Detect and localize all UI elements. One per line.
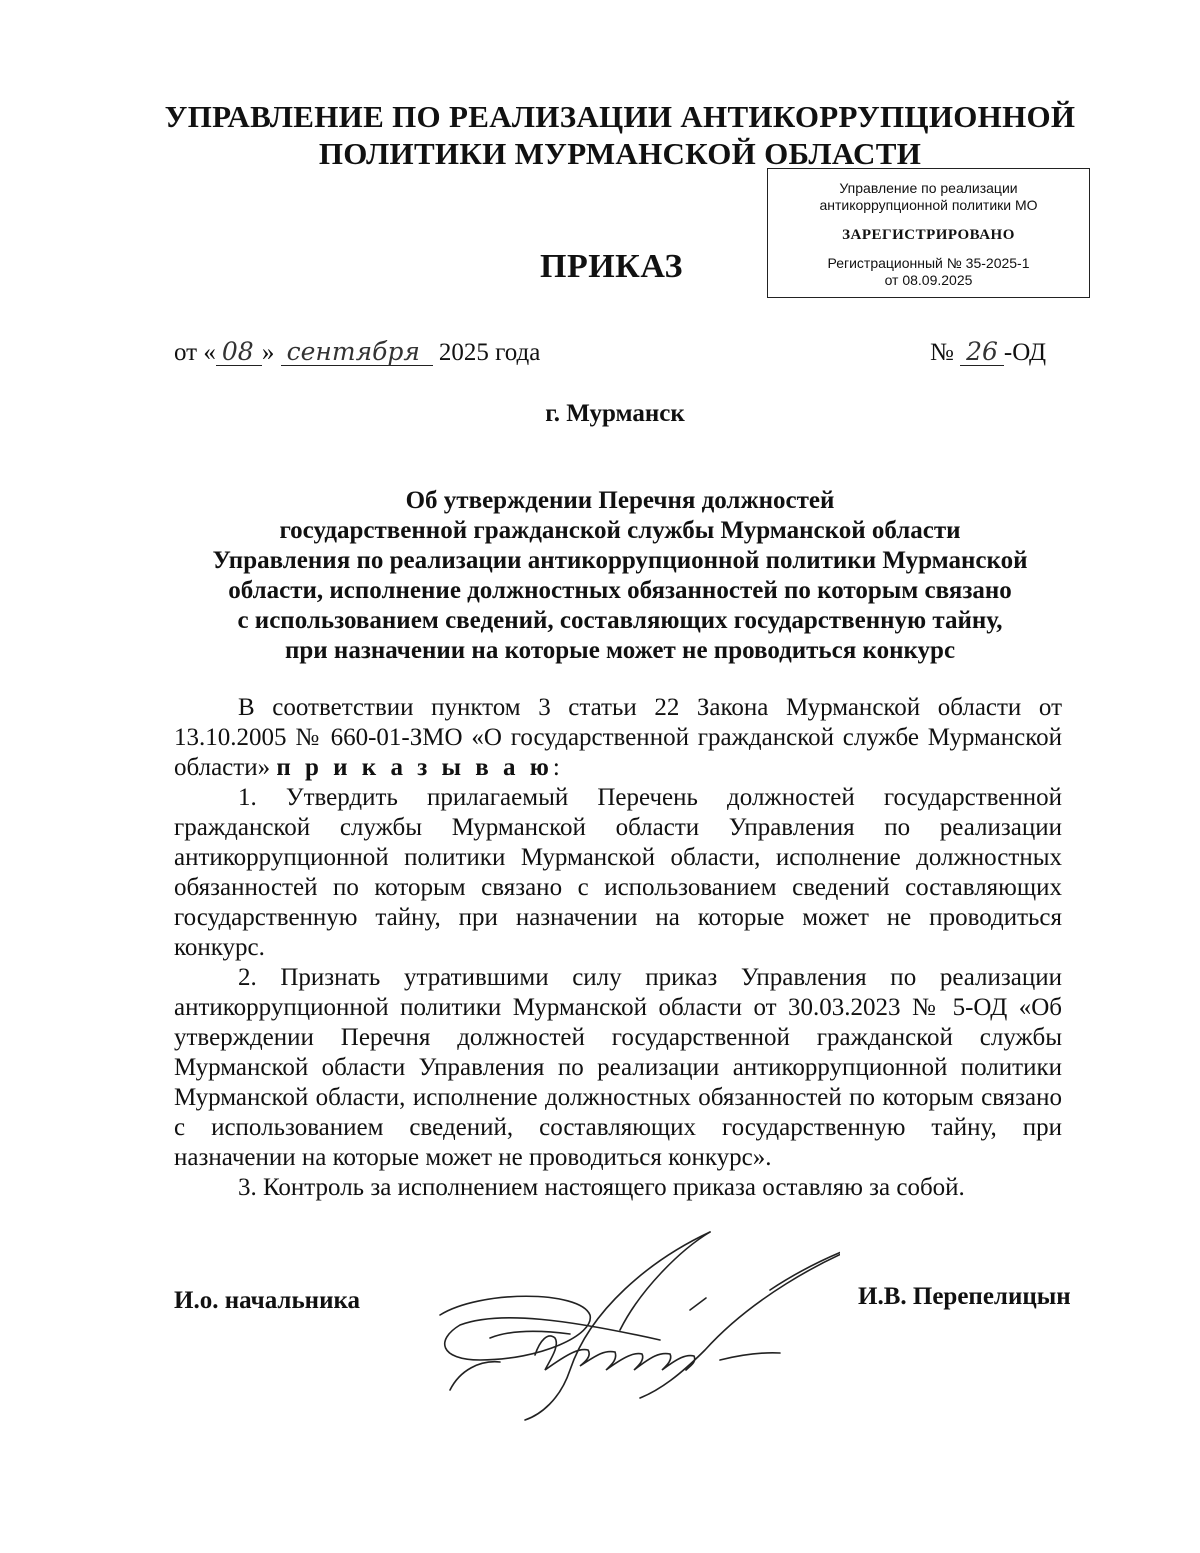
preamble-paragraph xyxy=(174,693,1062,783)
subject-line: государственной гражданской службы Мурманской области xyxy=(279,517,961,544)
stamp-line-2: антикоррупционной политики МО xyxy=(819,197,1038,213)
subject-line: при назначении на которые может не проводиться конкурс xyxy=(284,637,956,664)
number-handwritten: 26 xyxy=(960,339,1004,366)
number-suffix: -ОД xyxy=(1003,339,1047,366)
signatory-position: И.о. начальника xyxy=(174,1287,360,1314)
stamp-line-1: Управление по реализации xyxy=(839,180,1018,196)
subject-line: области, исполнение должностных обязанностей по которым связано xyxy=(228,577,1012,604)
date-suffix: 2025 года xyxy=(438,339,541,366)
item-1: 1. Утвердить прилагаемый Перечень должностей государственной гражданской службы Мурманской области Управления по реализации антикоррупционной политики Мурманской области, исполнение должностных обязанностей по которым связано с использованием сведений составляющих государственную тайну, при назначении на которые может не проводиться конкурс. xyxy=(174,784,1062,961)
subject-line: Управления по реализации антикоррупционной политики Мурманской xyxy=(212,547,1028,574)
order-colon: : xyxy=(552,754,560,781)
preamble-text: В соответствии пунктом 3 статьи 22 Закона Мурманской области от 13.10.2005 № 660-01-ЗМО «О государственной гражданской службе Мурманской области» xyxy=(174,694,1062,781)
stamp-status: ЗАРЕГИСТРИРОВАНО xyxy=(842,227,1015,243)
date-mid: » xyxy=(261,339,275,366)
date-day-handwritten: 08 xyxy=(216,339,262,366)
number-prefix: № xyxy=(930,339,954,366)
subject-line: Об утверждении Перечня должностей xyxy=(405,487,835,514)
registration-stamp xyxy=(767,168,1090,298)
organization-line-2: ПОЛИТИКИ МУРМАНСКОЙ ОБЛАСТИ xyxy=(318,136,922,171)
item-3: 3. Контроль за исполнением настоящего приказа оставляю за собой. xyxy=(238,1174,965,1201)
item-2: 2. Признать утратившими силу приказ Управления по реализации антикоррупционной политики Мурманской области от 30.03.2023 № 5-ОД «Об утверждении Перечня должностей государственной гражданской службы Мурманской области Управления по реализации антикоррупционной политики Мурманской области, исполнение должностных обязанностей по которым связано с использованием сведений, составляющих государственную тайну, при назначении на которые может не проводиться конкурс». xyxy=(174,964,1062,1171)
stamp-reg-date: от 08.09.2025 xyxy=(884,272,973,288)
document-type-title: ПРИКАЗ xyxy=(540,248,683,285)
handwritten-signature xyxy=(420,1220,840,1430)
order-body xyxy=(174,693,1062,1203)
order-word: п р и к а з ы в а ю xyxy=(276,754,553,781)
date-prefix: от « xyxy=(174,339,216,366)
date-month-handwritten: сентября xyxy=(281,339,433,366)
signatory-name: И.В. Перепелицын xyxy=(858,1283,1071,1310)
order-number xyxy=(930,339,1046,367)
subject-line: с использованием сведений, составляющих государственную тайну, xyxy=(237,607,1003,634)
stamp-reg-number: Регистрационный № 35-2025-1 xyxy=(827,255,1030,271)
organization-line-1: УПРАВЛЕНИЕ ПО РЕАЛИЗАЦИИ АНТИКОРРУПЦИОННОЙ xyxy=(164,99,1076,134)
order-date xyxy=(174,339,540,367)
city: г. Мурманск xyxy=(545,400,685,427)
order-subject xyxy=(170,486,1070,666)
organization-header xyxy=(150,98,1090,172)
